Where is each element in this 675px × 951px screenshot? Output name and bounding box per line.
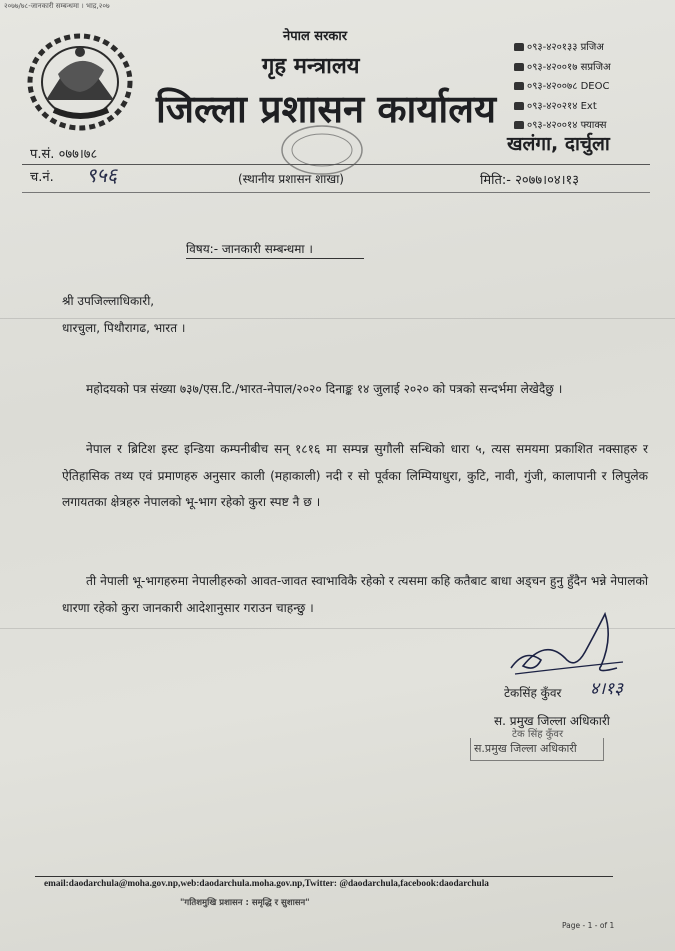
body-paragraph: ती नेपाली भू-भागहरुमा नेपालीहरुको आवत-जावत स्वाभाविकै रहेको र त्यसमा कहि कतैबाट बाधा अड्चन हुनु हुँदैन भन्ने नेपालको धारणा रहेको कुरा जानकारी आदेशानुसार गराउन चाहन्छु । [62,574,648,615]
government-name: नेपाल सरकार [283,29,348,44]
reference-divider [22,192,650,193]
contact-line: ०९३-४२००१७ सप्रजिअ [514,58,611,78]
reference-cn-number: ९५६ [86,163,118,187]
branch-name: (स्थानीय प्रशासन शाखा) [238,172,344,186]
subject-underline [186,258,364,259]
footer-motto: "गतिशमुखि प्रशासन : समृद्धि र सुशासन" [180,898,310,908]
name-stamp: टेक सिंह कुँवर [512,729,564,740]
office-location: खलंगा, दार्चुला [507,133,610,155]
footer-contacts: email:daodarchula@moha.gov.np,web:daodarchula.moha.gov.np,Twitter: @daodarchula,facebook:daodarchula [44,879,489,889]
ministry-name: गृह मन्त्रालय [262,54,360,79]
handwritten-date: ४।१३ [590,679,623,699]
body-paragraph: महोदयको पत्र संख्या ७३७/एस.टि./भारत-नेपाल/२०२० दिनाङ्क १४ जुलाई २०२० को पत्रको सन्दर्भमा लेखेदैछु । [86,382,563,396]
contact-line: ०९३-४२००७८ DEOC [514,77,611,97]
contact-line: ०९३-४२०२१४ Ext [514,97,611,117]
recipient-line: श्री उपजिल्लाधिकारी, [62,294,155,308]
body-paragraph: नेपाल र ब्रिटिश इस्ट इन्डिया कम्पनीबीच सन् १८१६ मा सम्पन्न सुगौली सन्धिको धारा ५, त्यस समयमा प्रकाशित नक्साहरु र ऐतिहासिक तथ्य एवं प्रमाणहरु अनुसार काली (महाकाली) नदी र सो पूर्वका लिम्पियाधुरा, कुटि, नावी, गुंजी, कालापानी र लिपुलेक लगायतका क्षेत्रहरु नेपालको भू-भाग रहेको कुरा स्पष्ट नै छ । [62,442,648,509]
contact-line: ०९३-४२००१४ फ्याक्स [514,116,611,136]
footer-divider [35,876,613,877]
page-number: Page - 1 - of 1 [562,921,615,930]
contact-line: ०९३-४२०१३३ प्रजिअ [514,38,611,58]
phone-icon [514,82,524,90]
office-stamp-icon [270,118,370,178]
phone-icon [514,102,524,110]
phone-icon [514,43,524,51]
reference-cn-label: च.नं. [30,170,54,185]
reference-ps: प.सं. ०७७।७८ [30,147,98,162]
top-note: २०७७/७८-जानकारी सम्बन्धमा । भाद्र,२०७ [4,2,110,10]
letter-date: मिति:- २०७७।०४।१३ [480,173,580,188]
recipient-line: धारचुला, पिथौरागढ, भारत । [62,321,186,335]
phone-icon [514,121,524,129]
signatory-designation: स. प्रमुख जिल्ला अधिकारी [494,714,610,728]
letter-subject: विषय:- जानकारी सम्बन्धमा । [186,242,313,256]
nepal-emblem-icon [24,30,136,134]
designation-stamp: स.प्रमुख जिल्ला अधिकारी [474,742,577,755]
contact-list [514,38,611,136]
phone-icon [514,63,524,71]
office-name: जिल्ला प्रशासन कार्यालय [156,87,497,131]
signatory-name: टेकसिंह कुँवर [504,686,562,700]
